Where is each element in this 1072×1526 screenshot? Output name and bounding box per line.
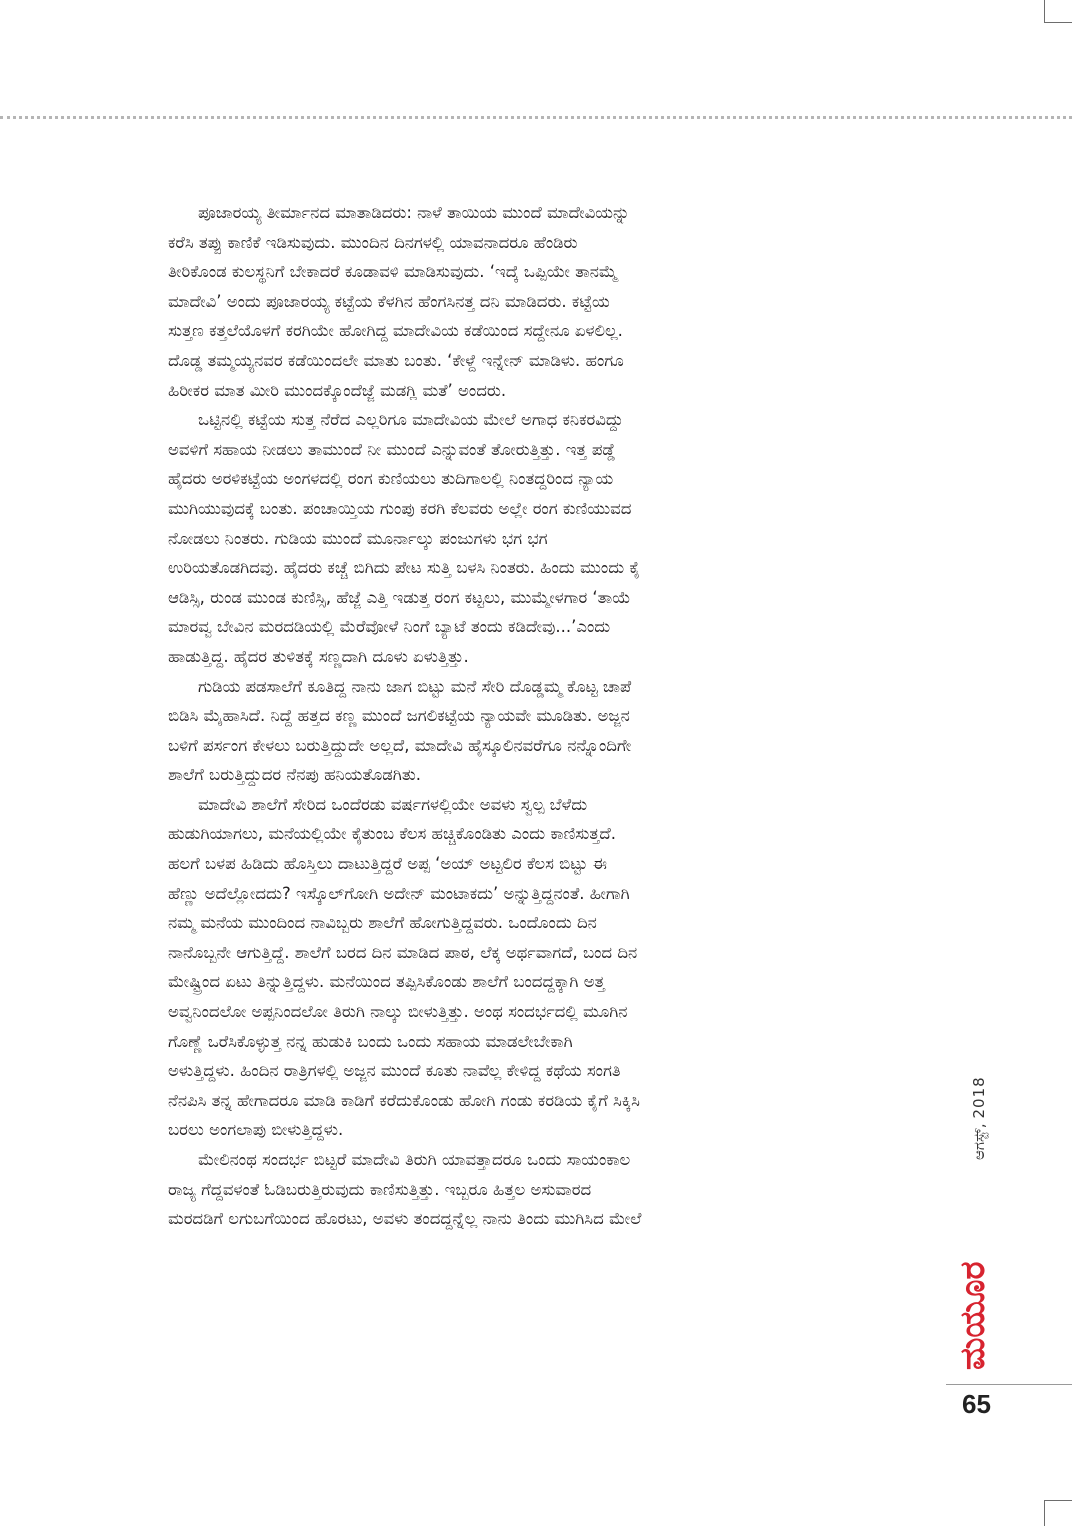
text-line: ಮಾರವ್ವ ಬೇವಿನ ಮರದಡಿಯಲ್ಲಿ ಮೆರೆವೋಳೆ ನಿಂಗೆ ಬ್ಯಾಟೆ ತಂದು ಕಡಿದೇವು...’ಎಂದು [168,617,611,637]
text-line: ಅವ್ವನಿಂದಲೋ ಅಪ್ಪನಿಂದಲೋ ತಿರುಗಿ ನಾಲ್ಕು ಬೀಳುತ್ತಿತ್ತು. ಅಂಥ ಸಂದರ್ಭದಲ್ಲಿ ಮೂಗಿನ [168,1002,628,1022]
issue-month: ಆಗಸ್ಟ್, [970,1123,988,1160]
issue-date [964,1076,994,1160]
text-line: ಹಲಗೆ ಬಳಪ ಹಿಡಿದು ಹೊಸ್ತಿಲು ದಾಟುತ್ತಿದ್ದರೆ ಅಪ್ಪ ‘ಅಯ್ ಅಟ್ಟಲಿರ ಕೆಲಸ ಬಿಟ್ಟು ಈ [168,854,607,874]
text-line: ಮುಗಿಯುವುದಕ್ಕೆ ಬಂತು. ಪಂಚಾಯ್ತಿಯ ಗುಂಪು ಕರಗಿ ಕೆಲವರು ಅಲ್ಲೇ ರಂಗ ಕುಣಿಯುವದ [168,498,632,518]
issue-year: 2018 [970,1076,988,1119]
text-line: ಅವಳಿಗೆ ಸಹಾಯ ನೀಡಲು ತಾಮುಂದೆ ನೀ ಮುಂದೆ ಎನ್ನುವಂತೆ ತೋರುತ್ತಿತ್ತು. ಇತ್ತ ಪಡ್ಡೆ [168,439,616,459]
crop-mark-bottom [1044,1500,1072,1526]
text-line: ರಾಜ್ಯ ಗೆದ್ದವಳಂತೆ ಓಡಿಬರುತ್ತಿರುವುದು ಕಾಣಿಸುತ್ತಿತ್ತು. ಇಬ್ಬರೂ ಹಿತ್ತಲ ಅಸುವಾರದ [168,1179,592,1199]
text-line: ಹೈದರು ಅರಳಿಕಟ್ಟೆಯ ಅಂಗಳದಲ್ಲಿ ರಂಗ ಕುಣಿಯಲು ತುದಿಗಾಲಲ್ಲಿ ನಿಂತದ್ದರಿಂದ ನ್ಯಾಯ [168,469,614,489]
text-line: ಒಟ್ಟಿನಲ್ಲಿ ಕಟ್ಟೆಯ ಸುತ್ತ ನೆರೆದ ಎಲ್ಲರಿಗೂ ಮಾದೇವಿಯ ಮೇಲೆ ಅಗಾಧ ಕನಿಕರವಿದ್ದು [198,410,624,430]
text-line: ಅಳುತ್ತಿದ್ದಳು. ಹಿಂದಿನ ರಾತ್ರಿಗಳಲ್ಲಿ ಅಜ್ಜನ ಮುಂದೆ ಕೂತು ನಾವೆಲ್ಲ ಕೇಳಿದ್ದ ಕಥೆಯ ಸಂಗತಿ [168,1061,621,1081]
text-line: ಮಾದೇವಿ’ ಅಂದು ಪೂಜಾರಯ್ಯ ಕಟ್ಟೆಯ ಕೆಳಗಿನ ಹೆಂಗಸಿನತ್ತ ದನಿ ಮಾಡಿದರು. ಕಟ್ಟೆಯ [168,291,610,311]
text-line: ಬರಲು ಅಂಗಲಾಪು ಬೀಳುತ್ತಿದ್ದಳು. [168,1120,344,1140]
text-line: ನಮ್ಮ ಮನೆಯ ಮುಂದಿಂದ ನಾವಿಬ್ಬರು ಶಾಲೆಗೆ ಹೋಗುತ್ತಿದ್ದವರು. ಒಂದೊಂದು ದಿನ [168,913,597,933]
text-line: ಮಾದೇವಿ ಶಾಲೆಗೆ ಸೇರಿದ ಒಂದೆರಡು ವರ್ಷಗಳಲ್ಲಿಯೇ ಅವಳು ಸ್ವಲ್ಪ ಬೆಳೆದು [198,794,588,814]
text-line: ಉರಿಯತೊಡಗಿದವು. ಹೈದರು ಕಚ್ಚೆ ಬಿಗಿದು ಪೇಟ ಸುತ್ತಿ ಬಳಸಿ ನಿಂತರು. ಹಿಂದು ಮುಂದು ಕೈ [168,558,641,578]
text-line: ನಾನೊಬ್ಬನೇ ಆಗುತ್ತಿದ್ದೆ. ಶಾಲೆಗೆ ಬರದ ದಿನ ಮಾಡಿದ ಪಾಠ, ಲೆಕ್ಕ ಅರ್ಥವಾಗದೆ, ಬಂದ ದಿನ [168,942,638,962]
dotted-separator [0,116,1072,119]
text-line: ಮೇಷ್ಟ್ರಿಂದ ಏಟು ತಿನ್ನುತ್ತಿದ್ದಳು. ಮನೆಯಿಂದ ತಪ್ಪಿಸಿಕೊಂಡು ಶಾಲೆಗೆ ಬಂದದ್ದಕ್ಕಾಗಿ ಅತ್ತ [168,972,605,992]
text-line: ಪೂಜಾರಯ್ಯ ತೀರ್ಮಾನದ ಮಾತಾಡಿದರು: ನಾಳೆ ತಾಯಿಯ ಮುಂದೆ ಮಾದೇವಿಯನ್ನು [198,203,630,222]
text-line: ಸುತ್ತಣ ಕತ್ತಲೆಯೊಳಗೆ ಕರಗಿಯೇ ಹೋಗಿದ್ದ ಮಾದೇವಿಯ ಕಡೆಯಿಂದ ಸದ್ದೇನೂ ಏಳಲಿಲ್ಲ. [168,321,623,341]
text-line: ದೊಡ್ಡ ತಮ್ಮಯ್ಯನವರ ಕಡೆಯಿಂದಲೇ ಮಾತು ಬಂತು. ‘ಕೇಳ್ದೆ ಇನ್ನೇನ್ ಮಾಡಿಳು. ಹಂಗೂ [168,350,624,370]
text-line: ನೆನಪಿಸಿ ತನ್ನ ಹೇಗಾದರೂ ಮಾಡಿ ಕಾಡಿಗೆ ಕರೆದುಕೊಂಡು ಹೋಗಿ ಗಂಡು ಕರಡಿಯ ಕೈಗೆ ಸಿಕ್ಕಿಸಿ [168,1090,640,1110]
text-line: ಗುಡಿಯ ಪಡಸಾಲೆಗೆ ಕೂತಿದ್ದ ನಾನು ಜಾಗ ಬಿಟ್ಟು ಮನೆ ಸೇರಿ ದೊಡ್ಡಮ್ಮ ಕೊಟ್ಟ ಚಾಪೆ [198,676,632,696]
text-line: ನೋಡಲು ನಿಂತರು. ಗುಡಿಯ ಮುಂದೆ ಮೂರ್ನಾಲ್ಕು ಪಂಜುಗಳು ಭಗ ಭಗ [168,528,548,548]
text-line: ತೀರಿಕೊಂಡ ಕುಲಸ್ಥನಿಗೆ ಬೇಕಾದರೆ ಕೂಡಾವಳಿ ಮಾಡಿಸುವುದು. ‘ಇದ್ಕೆ ಒಪ್ಪಿಯೇ ತಾನಮ್ಮೆ [168,262,618,282]
text-line: ಕರೆಸಿ ತಪ್ಪು ಕಾಣಿಕೆ ಇಡಿಸುವುದು. ಮುಂದಿನ ದಿನಗಳಲ್ಲಿ ಯಾವನಾದರೂ ಹೆಂಡಿರು [168,232,578,252]
text-line: ಬಳಿಗೆ ಪರ್ಸಂಗ ಕೇಳಲು ಬರುತ್ತಿದ್ದುದೇ ಅಲ್ಲದೆ, ಮಾದೇವಿ ಹೈಸ್ಕೂಲಿನವರೆಗೂ ನನ್ನೊಂದಿಗೇ [168,735,632,755]
article-body [168,198,920,1234]
text-line: ಹೆಣ್ಣು ಅದೆಲ್ಲೋದದು? ಇಸ್ಕೊಲ್‌ಗೋಗಿ ಅದೇನ್ ಮಂಟಾಕದು’ ಅನ್ನುತ್ತಿದ್ದನಂತೆ. ಹೀಗಾಗಿ [168,883,630,903]
text-line: ಹುಡುಗಿಯಾಗಲು, ಮನೆಯಲ್ಲಿಯೇ ಕೈತುಂಬ ಕೆಲಸ ಹಚ್ಚಿಕೊಂಡಿತು ಎಂದು ಕಾಣಿಸುತ್ತದೆ. [168,824,616,844]
text-line: ಮರದಡಿಗೆ ಲಗುಬಗೆಯಿಂದ ಹೊರಟು, ಅವಳು ತಂದದ್ದನ್ನೆಲ್ಲ ನಾನು ತಿಂದು ಮುಗಿಸಿದ ಮೇಲೆ [168,1209,642,1229]
crop-mark-top [1044,0,1072,23]
page-number: 65 [962,1389,991,1419]
text-line: ಬಿಡಿಸಿ ಮೈಹಾಸಿದೆ. ನಿದ್ದೆ ಹತ್ತದ ಕಣ್ಣ ಮುಂದೆ ಜಗಲಿಕಟ್ಟೆಯ ನ್ಯಾಯವೇ ಮೂಡಿತು. ಅಜ್ಜನ [168,706,630,726]
text-line: ಮೇಲಿನಂಥ ಸಂದರ್ಭ ಬಿಟ್ಟರೆ ಮಾದೇವಿ ತಿರುಗಿ ಯಾವತ್ತಾದರೂ ಒಂದು ಸಾಯಂಕಾಲ [198,1150,631,1169]
text-line: ಹಿರೀಕರ ಮಾತ ಮೀರಿ ಮುಂದಕ್ಕೊಂದೆಜ್ಜೆ ಮಡಗ್ಲಿ ಮತೆ’ ಅಂದರು. [168,380,507,400]
text-line: ಗೊಣ್ಣೆ ಒರೆಸಿಕೊಳ್ಳುತ್ತ ನನ್ನ ಹುಡುಕಿ ಬಂದು ಒಂದು ಸಹಾಯ ಮಾಡಲೇಬೇಕಾಗಿ [168,1031,573,1051]
text-line: ಶಾಲೆಗೆ ಬರುತ್ತಿದ್ದುದರ ನೆನಪು ಹನಿಯತೊಡಗಿತು. [168,765,422,785]
text-line: ಹಾಡುತ್ತಿದ್ದ. ಹೈದರ ತುಳಿತಕ್ಕೆ ಸಣ್ಣದಾಗಿ ದೂಳು ಏಳುತ್ತಿತ್ತು. [168,646,469,666]
text-line: ಆಡಿಸ್ಸಿ, ರುಂಡ ಮುಂಡ ಕುಣಿಸ್ಸಿ, ಹೆಜ್ಜೆ ಎತ್ತಿ ಇಡುತ್ತ ರಂಗ ಕಟ್ಟಲು, ಮುಮ್ಮೇಳಗಾರ ‘ತಾಯೆ [168,587,631,607]
page-number-rule [946,1384,1072,1385]
magazine-logo: ಮಯೂರ [953,1261,993,1370]
